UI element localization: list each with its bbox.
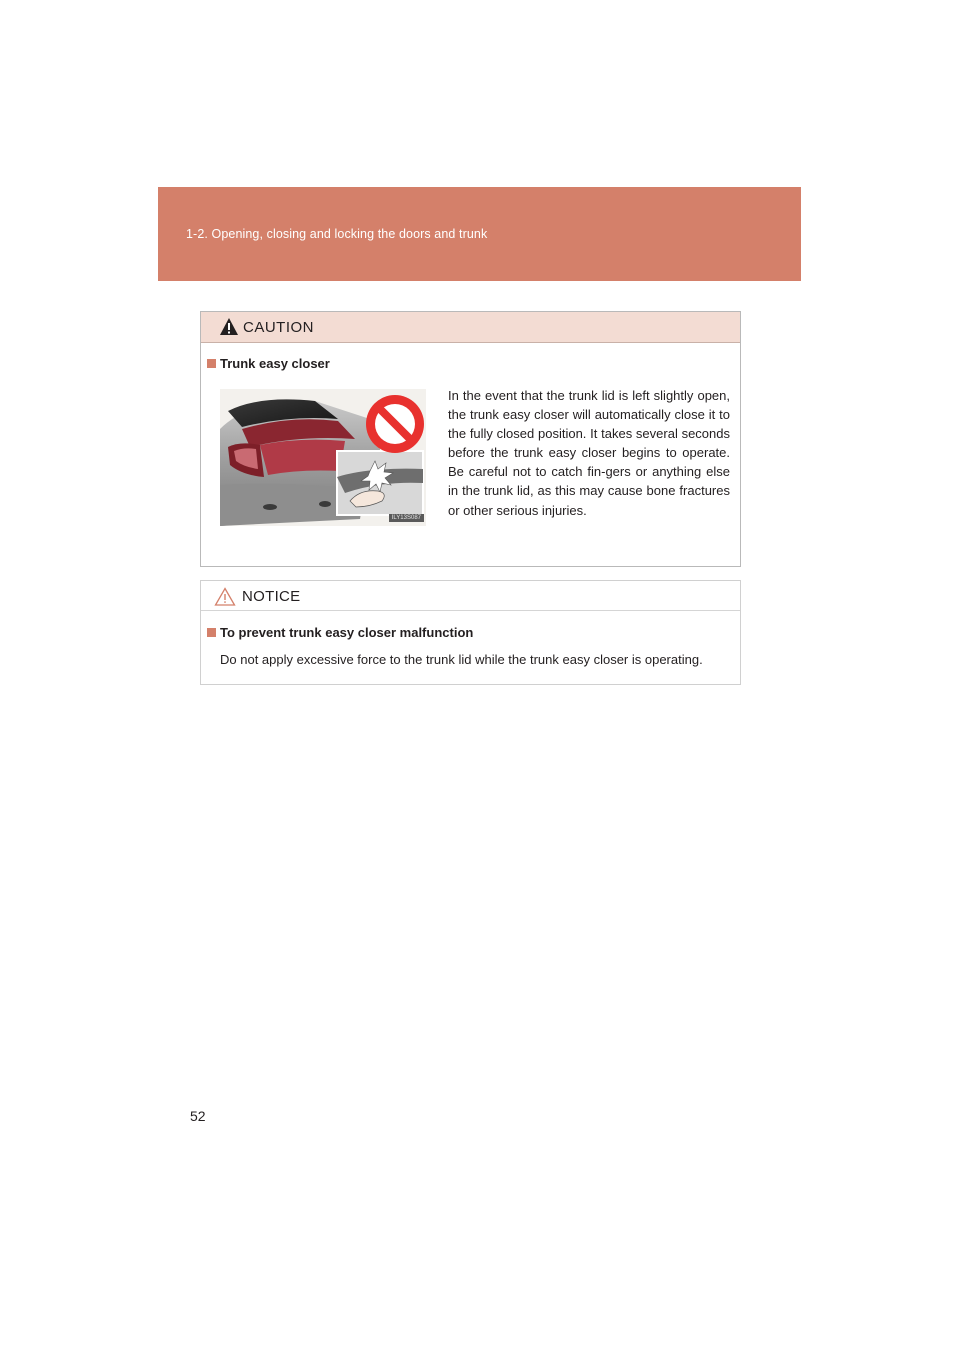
- trunk-closer-illustration: [220, 389, 426, 526]
- warning-triangle-icon: [219, 317, 239, 336]
- illustration-code: ILY13S087: [389, 514, 424, 522]
- notice-header: [201, 581, 740, 611]
- page-number: 52: [190, 1108, 206, 1124]
- caution-title: CAUTION: [243, 319, 314, 336]
- notice-triangle-icon: [214, 587, 236, 606]
- bullet-square-icon: [207, 628, 216, 637]
- caution-heading-text: Trunk easy closer: [220, 356, 330, 371]
- notice-title: NOTICE: [242, 588, 301, 605]
- caution-body-text: In the event that the trunk lid is left slightly open, the trunk easy closer will automatically close it to the fully closed position. It takes several seconds before the trunk easy closer begins to operate. Be careful not to catch fin-gers or anything else in the trunk lid, as this may cause bone fractures or other serious injuries.: [448, 388, 730, 518]
- notice-body-text: Do not apply excessive force to the trunk lid while the trunk easy closer is operating.: [220, 652, 703, 667]
- notice-heading-text: To prevent trunk easy closer malfunction: [220, 625, 474, 640]
- caution-header: [201, 312, 740, 343]
- section-header-band: [158, 187, 801, 281]
- section-title: 1-2. Opening, closing and locking the doors and trunk: [186, 227, 488, 241]
- notice-box: [200, 580, 741, 685]
- caution-box: [200, 311, 741, 567]
- notice-heading: [207, 625, 473, 640]
- car-rear-illustration: [220, 389, 426, 526]
- caution-heading: [207, 356, 330, 371]
- bullet-square-icon: [207, 359, 216, 368]
